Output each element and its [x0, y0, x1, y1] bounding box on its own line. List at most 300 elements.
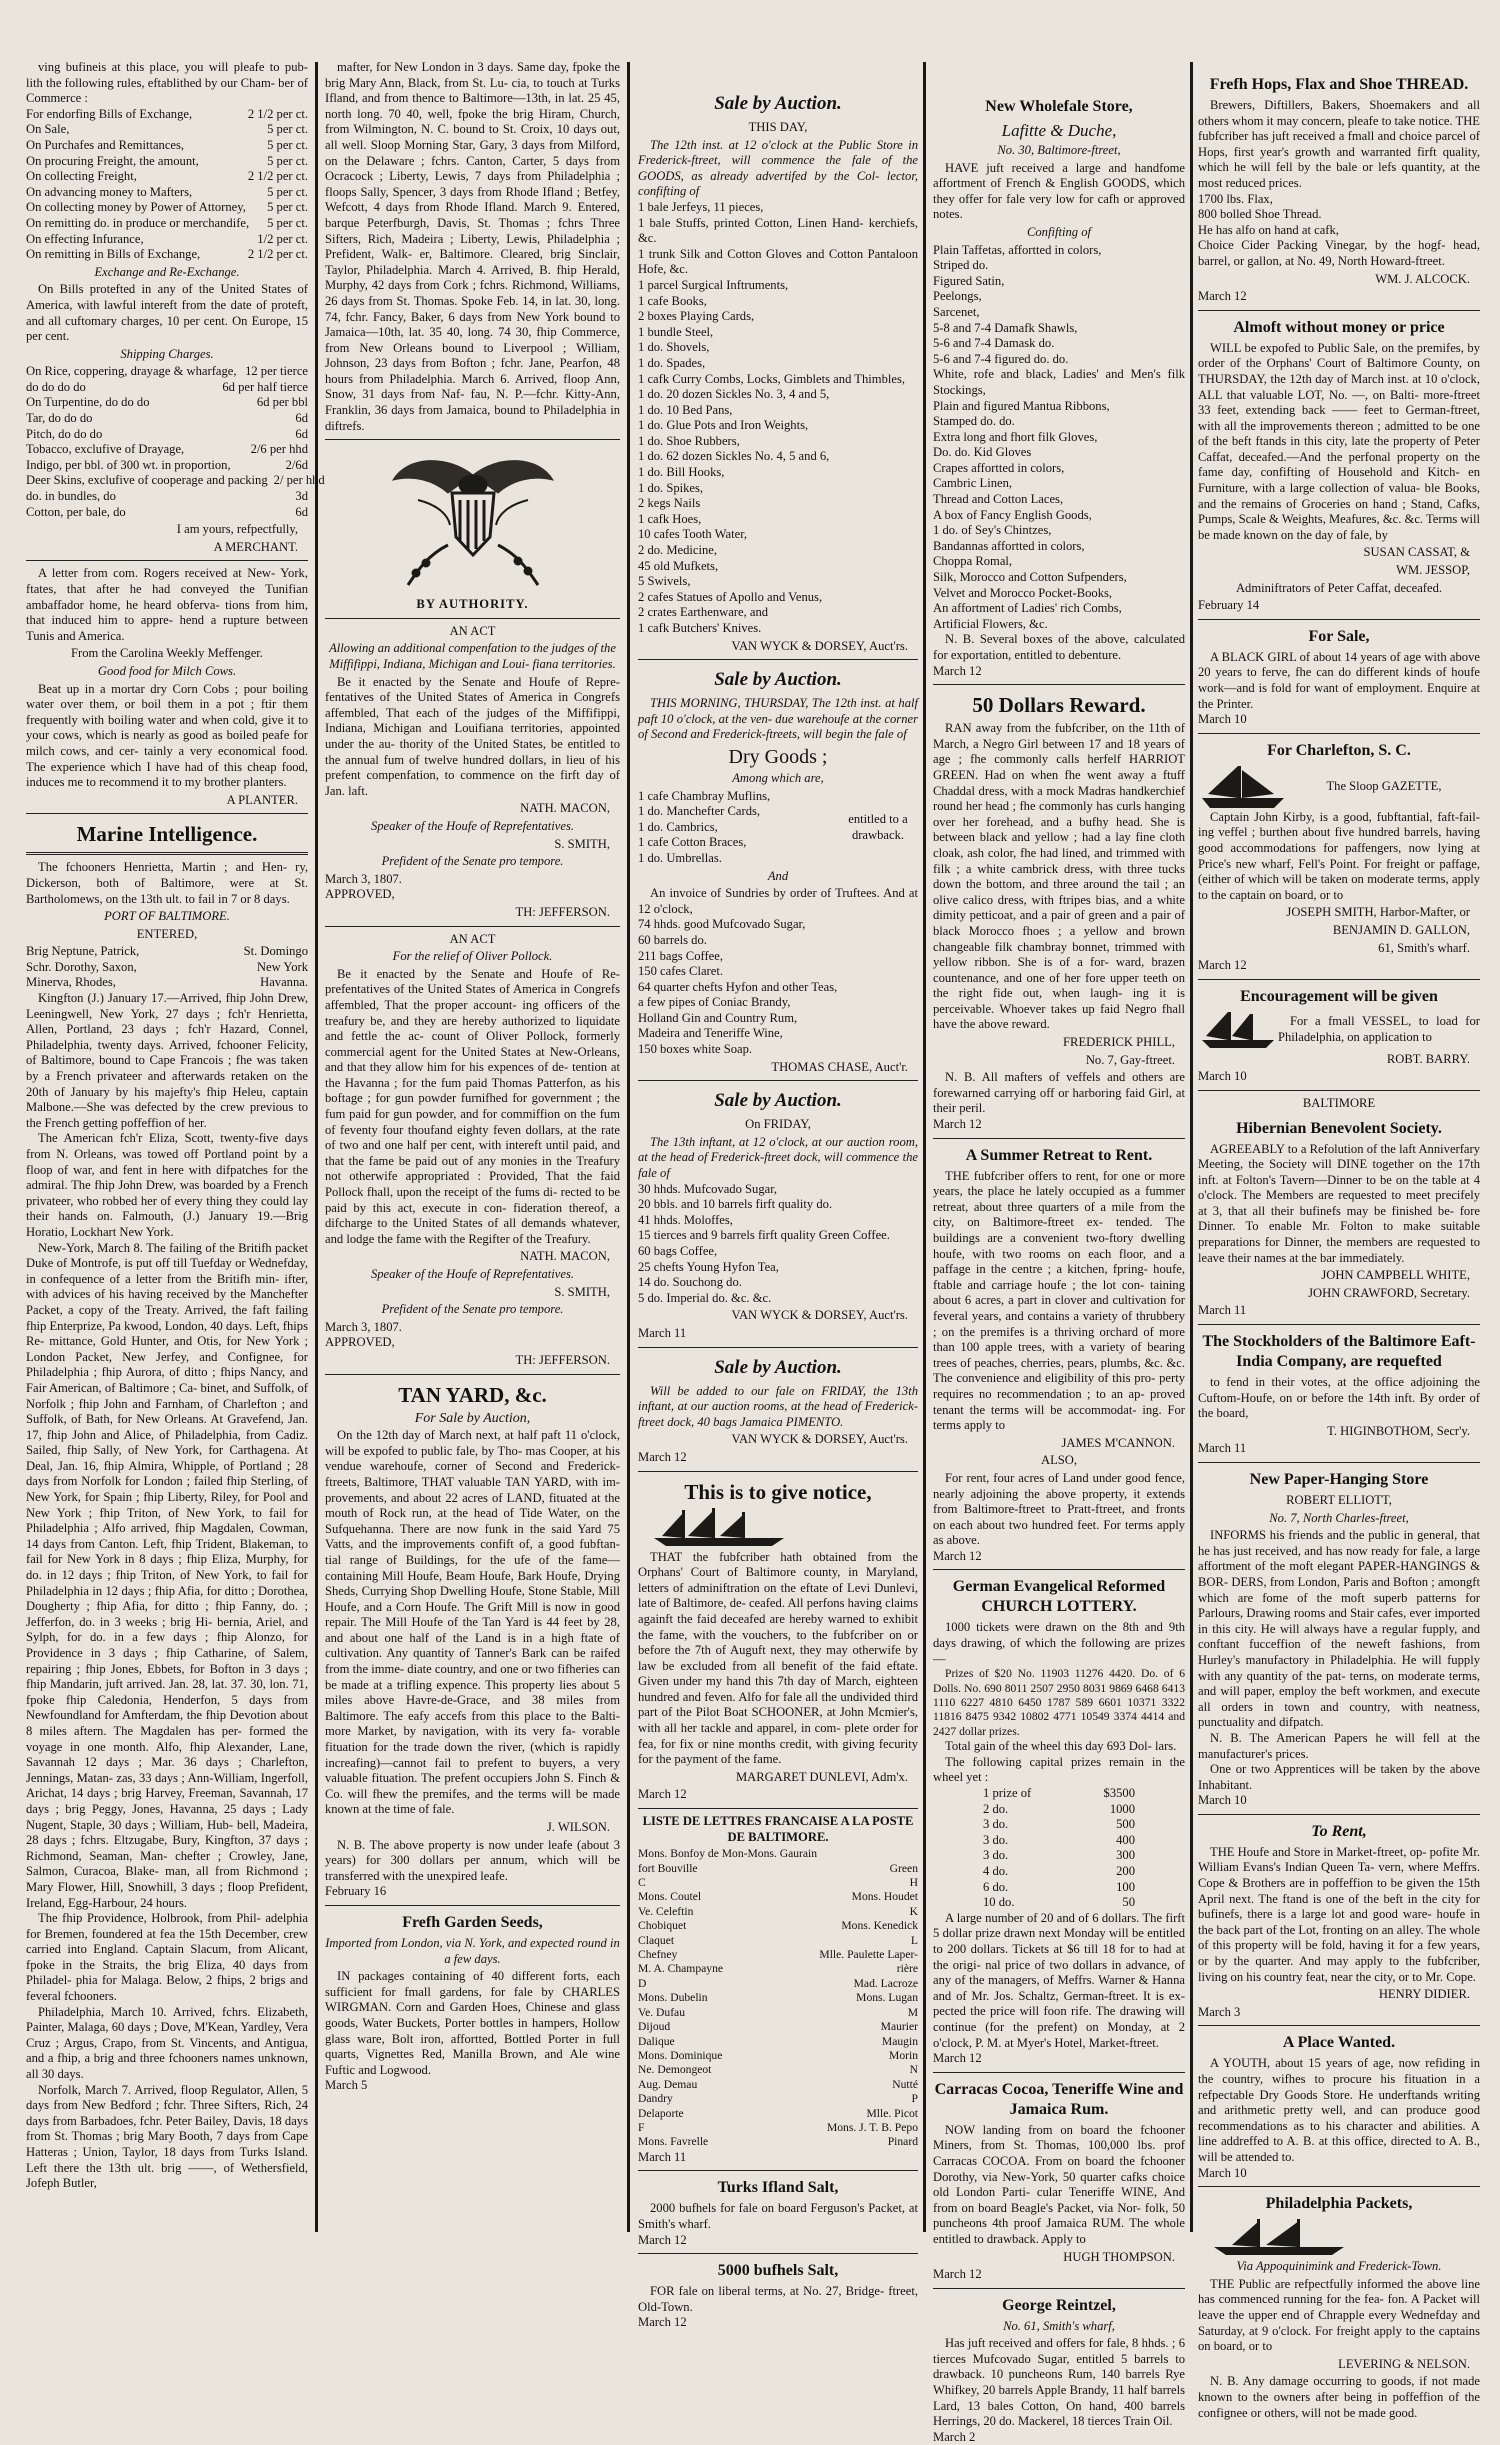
- letters-row-value: [912, 1847, 918, 1861]
- letters-row-value: H: [909, 1876, 918, 1890]
- letters-row: [638, 1991, 918, 2005]
- letters-row-label: Delaporte: [638, 2106, 684, 2120]
- commission-row-label: On remitting in Bills of Exchange,: [26, 247, 201, 262]
- auction3-item: 20 bbls. and 10 barrels firft quality do.: [638, 1197, 833, 1212]
- shipping-row: [26, 442, 308, 458]
- separator: [1198, 2025, 1480, 2026]
- shipping-row: [26, 380, 308, 396]
- lottery-prize-label: 3 do.: [983, 1848, 1009, 1863]
- lottery-prize-label: 6 do.: [983, 1879, 1009, 1894]
- letters-row-label: D: [638, 1976, 647, 1990]
- shipping-row-value: 6d per half tierce: [222, 379, 308, 394]
- letters-row-label: Ve. Celeftin: [638, 1904, 694, 1918]
- shipping-row-value: 3d: [295, 489, 308, 504]
- letters-row-value: Pinard: [887, 2135, 918, 2149]
- reward-date: March 12: [933, 1117, 982, 1132]
- turks-text: 2000 bufhels for fale on board Ferguson's Packet, at Smith's wharf.: [638, 2201, 918, 2231]
- lottery-prize: [983, 1848, 1135, 1864]
- shipping-row-value: 6d: [295, 411, 308, 426]
- auction3-items: [638, 1182, 918, 1307]
- paper-date: March 10: [1198, 1793, 1247, 1808]
- entered-row: [26, 944, 308, 960]
- lottery-prize: [983, 1864, 1135, 1880]
- separator: [1198, 979, 1480, 980]
- letters-row-label: Mons. Dominique: [638, 2048, 723, 2062]
- seeds-heading: Frefh Garden Seeds,: [402, 1913, 543, 1931]
- forsale-text: A BLACK GIRL of about 14 years of age with above 20 years to ferve, fhe can do different kinds of houfe work—and is fold for want of employment. Enquire at the Printer.: [1198, 649, 1480, 711]
- shipping-row-label: Tar, do do do: [26, 411, 93, 426]
- commission-row-label: On Sale,: [26, 122, 70, 137]
- commission-row-label: On Purchafes and Remittances,: [26, 137, 185, 152]
- auction3-item: 14 do. Souchong do.: [638, 1275, 742, 1290]
- letters-row: [638, 1862, 918, 1876]
- letters-row: [638, 2135, 918, 2149]
- place-text: A YOUTH, about 15 years of age, now refiding in the country, wifhes to procure his fituation in a refpectable Dry Goods Store. He underftands writing and arithmetic pretty well, and can produce good recommendations as to his character and abilities. A line addreffed to A. B. at this office, directed to A. B., will be attended to.: [1198, 2056, 1480, 2164]
- auction1-item: 1 do. Glue Pots and Iron Weights,: [638, 418, 809, 433]
- letters-row-label: Dandry: [638, 2092, 673, 2106]
- letters-row: [638, 1876, 918, 1890]
- stock-heading: The Stockholders of the Baltimore Eaft-India Company, are requefted: [1202, 1333, 1476, 1371]
- ship-icon: [1198, 1010, 1278, 1050]
- commission-table: [26, 107, 308, 263]
- store-note: N. B. Several boxes of the above, calculated for exportation, entitled to debenture.: [933, 632, 1185, 662]
- letters-row-value: Maugin: [881, 2034, 918, 2048]
- act2-president-senate: S. SMITH,: [554, 1284, 610, 1299]
- separator: [1198, 619, 1480, 620]
- letters-row-label: Aug. Demau: [638, 2077, 698, 2091]
- marine-heading: Marine Intelligence.: [76, 822, 258, 847]
- authority-heading: BY AUTHORITY.: [416, 597, 529, 612]
- reward-address: No. 7, Gay-ftreet.: [1085, 1052, 1175, 1067]
- reward-note: N. B. All mafters of veffels and others are forewarned carrying off or harboring faid Girl, at their peril.: [933, 1070, 1185, 1116]
- seeds-date: March 5: [325, 2078, 368, 2093]
- letters-row-label: M. A. Champayne: [638, 1962, 724, 1976]
- act2-president: TH: JEFFERSON.: [515, 1352, 610, 1367]
- auction2-drawback: entitled to a drawback.: [848, 811, 908, 842]
- auction1-when: THIS DAY,: [748, 120, 808, 134]
- act1-president-senate-title: Prefident of the Senate pro tempore.: [381, 854, 564, 869]
- commission-row-label: For endorfing Bills of Exchange,: [26, 106, 193, 121]
- ship-icon: [644, 1508, 794, 1548]
- separator: [638, 2253, 918, 2254]
- auction1-item: 1 cafk Curry Combs, Locks, Gimblets and Thimbles,: [638, 371, 906, 386]
- lottery-prize: [983, 1895, 1135, 1911]
- auction2-items: [638, 789, 838, 867]
- auction2-item: 150 boxes white Soap.: [638, 1042, 753, 1057]
- shipping-row-value: 2/6d: [285, 457, 308, 472]
- letters-row-label: F: [638, 2120, 645, 2134]
- separator: [1198, 1090, 1480, 1091]
- letters-row-value: P: [911, 2092, 918, 2106]
- marine-intro: The fchooners Henrietta, Martin ; and Hen- ry, Dickerson, both of Baltimore, were at St. Bartholomews, on the 13th ult. to fail in 7 or 8 days.: [26, 860, 308, 906]
- letters-row-label: Chobiquet: [638, 1919, 687, 1933]
- commission-row-label: On effecting Infurance,: [26, 231, 144, 246]
- shipping-row-value: 2/ per hhd: [273, 473, 325, 488]
- act1-approved: APPROVED,: [325, 887, 395, 902]
- letters-row-label: Mons. Favrelle: [638, 2135, 709, 2149]
- shipping-row-label: do do do do: [26, 379, 86, 394]
- store-date: March 12: [933, 663, 982, 678]
- lottery-prize-value: 50: [1122, 1895, 1135, 1910]
- auction3-item: 30 hhds. Mufcovado Sugar,: [638, 1181, 778, 1196]
- paper-note: N. B. The American Papers he will fell at the manufacturer's prices.: [1198, 1730, 1480, 1761]
- reward-text: RAN away from the fubfcriber, on the 11th of March, a Negro Girl between 17 and 18 years of age ; fhe commonly calls herfelf HARRIOT GREEN. Had on when fhe went away a ftuff Chaddal dress, with a mock Madras handkerchief round her head ; fhe commonly has curls hanging over her forehead, and a bufhy head. She is between black and yellow ; had a lay fine cloth cloak, ash color, fhe had lined, and trimmed with filk ; a white cambrick dress, with three tucks down the bottom, and three around the tail ; an olive calico dress, with ftripes bias, and a white dimity petticoat, and a pair of green and a pair of black Morocco fhoes ; a yellow and brown changeable filk chambray bonnet, trimmed with yellow ribbon. She is of a for- ward, brazen countenance, and one of her fore upper teeth on the right fide out, when laugh- ing it is perceivable. Whoever takes up faid Negro fhall have the above reward.: [933, 721, 1185, 1032]
- lottery-prize: [983, 1786, 1135, 1802]
- letters-row-label: Dijoud: [638, 2020, 671, 2034]
- shipping-row: [26, 458, 308, 474]
- letters-row: [638, 2006, 918, 2020]
- store-item: Do. do. Kid Gloves: [933, 445, 1032, 460]
- lottery-prize: [983, 1880, 1135, 1896]
- hops-line: He has alfo on hand at cafk,: [1198, 222, 1339, 237]
- auction4-heading: Sale by Auction.: [714, 1356, 842, 1378]
- auction1-item: 1 do. Spades,: [638, 355, 706, 370]
- act2-subtitle: For the relief of Oliver Pollock.: [392, 949, 553, 964]
- store-intro: HAVE juft received a large and handfome affortment of French & English GOODS, which they offer for fale very low for cafh or approved notes.: [933, 160, 1185, 222]
- auction1-item: 1 do. 10 Bed Pans,: [638, 402, 733, 417]
- hops-heading: Frefh Hops, Flax and Shoe THREAD.: [1209, 76, 1469, 93]
- auction1-item: 1 bundle Steel,: [638, 324, 714, 339]
- auction4-text: Will be added to our fale on FRIDAY, the 13th inftant, at our auction rooms, at the head of Frederick-ftreet dock, 40 bags Jamaica PIMENTO.: [638, 1383, 918, 1429]
- lottery-prize-value: 100: [1116, 1879, 1135, 1894]
- store-item: 5-6 and 7-4 Damask do.: [933, 336, 1055, 351]
- encourage-date: March 10: [1198, 1069, 1247, 1084]
- lottery-prize-label: 2 do.: [983, 1801, 1009, 1816]
- store-item: Extra long and fhort filk Gloves,: [933, 429, 1098, 444]
- letters-row: [638, 1948, 918, 1962]
- store-item: 1 do. of Sey's Chintzes,: [933, 523, 1052, 538]
- port-heading: PORT OF BALTIMORE.: [104, 909, 230, 924]
- retreat-signature: JAMES M'CANNON.: [1061, 1435, 1175, 1450]
- notice-heading: This is to give notice,: [684, 1479, 872, 1504]
- forsale-date: March 10: [1198, 712, 1247, 727]
- auction1-item: 1 do. Spikes,: [638, 480, 704, 495]
- commission-row-label: On advancing money to Mafters,: [26, 184, 193, 199]
- separator: [26, 813, 308, 814]
- hops-date: March 12: [1198, 289, 1247, 304]
- shipping-row: [26, 489, 308, 505]
- place-date: March 10: [1198, 2165, 1247, 2180]
- separator: [638, 1347, 918, 1348]
- paper-address: No. 7, North Charles-ftreet,: [1269, 1510, 1409, 1525]
- shipping-row: [26, 505, 308, 521]
- auction2-item: a few pipes of Coniac Brandy,: [638, 995, 791, 1010]
- auction3-item: 15 tierces and 9 barrels firft quality Green Coffee.: [638, 1228, 890, 1243]
- kingston-news: Kingfton (J.) January 17.—Arrived, fhip John Drew, Leeningwell, New York, 27 days ; fch'r Henrietta, Allen, Portland, 23 days ; fch'r Hazard, Connel, Philadelphia, twenty days. Arrived, fchooner Felicity, of Baltimore, bound to Cape Francois ; fhe was taken by a French privateer and afterwards retaken on the 20th of January by his majefty's fhip Heleu, captain Malbone.—She was defected by the crew previous to the French getting poffeffion of her.: [26, 991, 308, 1130]
- exchange-heading: Exchange and Re-Exchange.: [94, 264, 240, 279]
- auction3-item: 41 hhds. Moloffes,: [638, 1212, 733, 1227]
- auction1-item: 5 Swivels,: [638, 574, 691, 589]
- separator: [933, 1569, 1185, 1570]
- lottery-prize-value: 200: [1116, 1864, 1135, 1879]
- letters-date: March 11: [638, 2149, 687, 2164]
- separator: [325, 1374, 620, 1375]
- entered-row-label: Minerva, Rhodes,: [26, 975, 116, 990]
- letters-row: [638, 2035, 918, 2049]
- hibernian-text: AGREEABLY to a Refolution of the laft Anniverfary Meeting, the Society will DINE together on the 17th inft. at Folton's Tavern—Dinner to be on the table at 4 o'clock. The Members are requested to meet precifely at 3, that all their bufinefs may be finished be- fore Dinner. To enable Mr. Folton to make suitable preparations for Dinner, the members are requested to leave their names at the bar immediately.: [1198, 1141, 1480, 1265]
- auction3-intro: The 13th inftant, at 12 o'clock, at our auction room, at the head of Frederick-ftreet dock, will commence the fale of: [638, 1134, 918, 1181]
- store-item: Choppa Romal,: [933, 554, 1013, 569]
- letters-row-label: Mons. Bonfoy de Mon-Mons. Gaurain: [638, 1847, 818, 1861]
- separator: [1198, 1462, 1480, 1463]
- store-item: Figured Satin,: [933, 273, 1005, 288]
- act1-speaker-title: Speaker of the Houfe of Reprefentatives.: [370, 818, 575, 833]
- rent-date: March 3: [1198, 2004, 1241, 2019]
- lottery-prize-label: 4 do.: [983, 1864, 1009, 1879]
- rent-text: THE Houfe and Store in Market-ftreet, op- pofite Mr. William Evans's Indian Queen Ta- vern, where Meffrs. Cope & Brothers are in poffeffion to be given the 15th April next. The ftand is one of the beft in the city for bufinefs, there is a large lot and good ware- houfe in the back part of the Lot, fronting on an alley. The whole of this property will be fold, having it for a few years, or by the quarter. And may apply to the fubfcriber, living on his country feat, near the city, or to Mr. Cope.: [1198, 1844, 1480, 1984]
- commission-row: [26, 138, 308, 154]
- separator: [638, 1471, 918, 1472]
- auction1-item: 1 cafk Butchers' Knives.: [638, 621, 762, 635]
- store-item: An affortment of Ladies' rich Combs,: [933, 601, 1122, 616]
- store-item: Plain Taffetas, affortted in colors,: [933, 242, 1102, 257]
- separator: [26, 852, 308, 855]
- charleston-signature-2: BENJAMIN D. GALLON,: [1332, 922, 1470, 937]
- lottery-prize: [983, 1802, 1135, 1818]
- auction2-heading: Sale by Auction.: [714, 669, 842, 691]
- lottery-prizes: [933, 1786, 1185, 1911]
- turks-heading: Turks Ifland Salt,: [717, 2179, 839, 2197]
- tanyard-signature: J. WILSON.: [546, 1820, 610, 1834]
- lottery-date: March 12: [933, 2051, 982, 2066]
- store-item: White, rofe and black, Ladies' and Men's filk Stockings,: [933, 367, 1185, 397]
- separator: [1198, 1324, 1480, 1325]
- notice-signature: MARGARET DUNLEVI, Adm'x.: [735, 1769, 908, 1784]
- auction2-item: 150 cafes Claret.: [638, 964, 723, 979]
- packets-signature: LEVERING & NELSON.: [1338, 2356, 1470, 2371]
- entered-row-label: Schr. Dorothy, Saxon,: [26, 959, 137, 974]
- auction2-item: 1 do. Manchefter Cards,: [638, 804, 761, 819]
- retreat-heading: A Summer Retreat to Rent.: [965, 1146, 1153, 1164]
- auction1-item: 2 crates Earthenware, and: [638, 605, 769, 620]
- shipping-row-label: Indigo, per bbl. of 300 wt. in proportion,: [26, 457, 231, 472]
- stock-date: March 11: [1198, 1441, 1247, 1456]
- lottery-prize-label: 3 do.: [983, 1817, 1009, 1832]
- shipping-row-label: On Turpentine, do do do: [26, 395, 150, 410]
- packets-subheading: Via Appoquinimink and Frederick-Town.: [1236, 2259, 1442, 2274]
- act1-title: AN ACT: [449, 623, 496, 638]
- letters-table: [638, 1847, 918, 2150]
- shipping-row-label: Cotton, per bale, do: [26, 504, 126, 519]
- separator: [26, 560, 308, 561]
- closing: I am yours, refpectfully,: [176, 522, 298, 537]
- letters-row: [638, 1905, 918, 1919]
- auction1-item: 1 bale Jerfeys, 11 pieces,: [638, 199, 764, 214]
- paper-name: ROBERT ELLIOTT,: [1286, 1493, 1392, 1507]
- lottery-prize-value: $3500: [1103, 1786, 1135, 1801]
- commission-row: [26, 185, 308, 201]
- store-items: [933, 243, 1185, 633]
- commission-row-value: 2 1/2 per ct.: [247, 169, 308, 184]
- commission-row-label: On collecting money by Power of Attorney,: [26, 200, 246, 215]
- act2-text: Be it enacted by the Senate and Houfe of Re- prefentatives of the United States of America in Congrefs affembled, That the proper account- ing officers of the treafury be, and they are hereby authorized to liquidate and fettle the ac- count of Oliver Pollock, formerly commercial agent for the United States at New-Orleans, and that they allow him for his expences of de- tention at the Havanna ; for the fum paid Thomas Patterfon, as his boftage ; for gun powder furnifhed for government ; the fum paid for gun powder, and for commiffion on the fum of feventy four thoufand eighty feven dollars, at the rate of two and one half per cent, with intereft until paid, and that the fame be paid out of any monies in the Treafury not otherwife appropriated : Provided, That the faid Pollock fhall, upon the receipt of the fums di- rected to be paid by this act, execute in con- fideration thereof, a difcharge to the United States of all demands whatever, and lodge the fame with the Regifter of the Treafury.: [325, 966, 620, 1246]
- act2-speaker-title: Speaker of the Houfe of Reprefentatives.: [370, 1267, 575, 1281]
- auction2-among: Among which are,: [732, 770, 824, 785]
- shipping-row-label: do. in bundles, do: [26, 489, 116, 504]
- auction1-item: 1 do. 20 dozen Sickles No. 3, 4 and 5,: [638, 387, 830, 402]
- notice-date: March 12: [638, 1787, 687, 1802]
- commission-row-value: 5 per ct.: [267, 184, 308, 199]
- commission-row: [26, 247, 308, 263]
- commission-row: [26, 200, 308, 216]
- charleston-text: Captain John Kirby, is a good, fubftantial, faft-fail- ing veffel ; burthen about five hundred barrels, having good accommodations for paffengers, now lying at Price's new wharf, Fell's Point. For freight or paffage, (either of which will be taken on moderate terms, apply to the captain on board, or to: [1198, 809, 1480, 902]
- separator: [638, 659, 918, 660]
- tanyard-note: N. B. The above property is now under leafe (about 3 years) for 300 dollars per annum, which will be transferred with the unexpired leafe.: [325, 1837, 620, 1883]
- place-heading: A Place Wanted.: [1282, 2034, 1396, 2052]
- letters-row-value: Mlle. Paulette Laper-: [819, 1948, 918, 1962]
- shipping-news-continued: mafter, for New London in 3 days. Same day, fpoke the brig Mary Ann, Black, from St. Lu- cia, to touch at Turks Ifland, and from thence to Baltimore—13th, in lat. 25 45, north long. 70 40, well, fpoke the brig Hiram, Church, from Wilmington, N. C. bound to St. Croix, 10 days out, all well. Sloop Morning Star, Gary, 3 days from Milford, on the Delaware ; fchrs. Canton, Carter, 5 days from Ocracock ; Liberty, Lewis, 7 days from Philadelphia ; floops Sally, Spencer, 3 days from Rhode Ifland ; Betfey, Wefcott, 4 days from Rhode Ifland. March 9. Entered, barque Peterfburgh, Davis, St. Thomas ; fchrs Three Sifters, Rich, Madeira ; Liberty, Lewis, Philadelphia ; Prefident, Walk- er, Baltimore. Cleared, brig Sinclair, Taylor, Philadelphia. March 4. Arrived, B. fhip Herald, Murphy, 42 days from Cork ; fchrs. Richmond, Williams, 26 days from St. Thomas. Spoke Feb. 14, in lat. 30, long. 74, fchr. Fancy, Baker, 6 days from New York bound to Jamaica—10th, lat. 35 40, long. 74 30, fhip Commerce, from New Orleans bound to Liverpool ; William, Johnson, 23 days from Bofton ; fchr. Jane, Pearfon, 48 hours from Philadelphia. March 6. Arrived, floop Ann, Snow, 31 days from Naf- fau, N. P.—fchr. Kitty-Ann, Franklin, 36 days from Jamaica, bound to Philadelphia in diftrefs.: [325, 60, 620, 433]
- retreat-also-text: For rent, four acres of Land under good fence, nearly adjoining the above property, it extends from Baltimore-ftreet to Pratt-ftreet, and fronts on each about two hundred feet. For terms apply as above.: [933, 1470, 1185, 1548]
- letters-row: [638, 2078, 918, 2092]
- commission-row: [26, 232, 308, 248]
- store-heading: New Wholefale Store,: [985, 98, 1133, 115]
- commission-row-value: 5 per ct.: [267, 153, 308, 168]
- auction1-item: 1 do. 62 dozen Sickles No. 4, 5 and 6,: [638, 449, 830, 464]
- letters-row-value: Green: [889, 1861, 918, 1875]
- packets-text: THE Public are refpectfully informed the above line has commenced running for the fea- fon. A Packet will leave the upper end of Chrapple every Wednefday and Saturday, at 9 o'clock. For freight apply to the captains on board, or to: [1198, 2276, 1480, 2354]
- letters-row: [638, 2092, 918, 2106]
- lottery-prize-value: 300: [1116, 1848, 1135, 1863]
- auction1-heading: Sale by Auction.: [714, 93, 842, 114]
- eagle-emblem-icon: [388, 445, 558, 595]
- lottery-prize-value: 400: [1116, 1832, 1135, 1847]
- forsale-heading: For Sale,: [1308, 627, 1370, 645]
- store-item: Velvet and Morocco Pocket-Books,: [933, 585, 1113, 600]
- separator: [933, 1138, 1185, 1139]
- store-consisting: Confifting of: [1026, 224, 1092, 239]
- shipping-row-value: 6d: [295, 504, 308, 519]
- store-item: Stamped do. do.: [933, 414, 1015, 429]
- letters-row-value: Mons. Houdet: [851, 1890, 918, 1904]
- commission-row: [26, 154, 308, 170]
- letters-row: [638, 1919, 918, 1933]
- act1-date: March 3, 1807.: [325, 871, 402, 886]
- retreat-date: March 12: [933, 1548, 982, 1563]
- lottery-tail: A large number of 20 and of 6 dollars. The firft 5 dollar prize drawn next Monday will be entitled to 200 dollars. Tickets at $6 till 18 for to had at the origi- nal price of two dollars in advance, of any of the managers, of Meffrs. Warner & Hanna and of Mr. Jos. Schaltz, German-ftreet. It is ex- pected the price will foon rife. The drawing will continue (for the prefent) on Monday, at 2 o'clock, P. M. at Myer's Hotel, Market-ftreet.: [933, 1910, 1185, 2050]
- tunis-news: A letter from com. Rogers received at New- York, ftates, that after he had conveyed the Tunifian ambaffador home, he heard obferva- tions from him, that induced him to appre- hend a rupture between Tunis and America.: [26, 566, 308, 643]
- commission-row-label: On collecting Freight,: [26, 169, 137, 184]
- auction3-date: March 11: [638, 1325, 687, 1340]
- hops-line: Choice Cider Packing Vinegar, by the hogf- head, barrel, or gallon, at No. 49, North Howard-ftreet.: [1198, 238, 1480, 268]
- entered-heading: ENTERED,: [136, 926, 198, 941]
- separator: [638, 2170, 918, 2171]
- auction1-intro: The 12th inst. at 12 o'clock at the Public Store in Frederick-ftreet, will commence the fale of the GOODS, as already advertifed by the Col- lector, confifting of: [638, 137, 918, 199]
- salt-date: March 12: [638, 2315, 687, 2330]
- auction2-goods: Dry Goods ;: [728, 745, 828, 768]
- encourage-heading: Encouragement will be given: [1240, 987, 1438, 1005]
- lottery-prize-value: 1000: [1109, 1801, 1135, 1816]
- act1-subtitle: Allowing an additional compenfation to the judges of the Miffifippi, Indiana, Michigan and Loui- fiana territories.: [329, 641, 616, 672]
- entered-row-value: New York: [256, 959, 308, 974]
- charleston-news: The American fch'r Eliza, Scott, twenty-five days from N. Orleans, was towed off Portland point by a floop of war, and fent in here with difpatches for the admiral. The fhip John Drew, was boarded by a French privateer, who robbed her of every thing they could lay their hands on. Falmouth, (J.) January 19.—Brig Horatio, Lockhart New York.: [26, 1131, 308, 1239]
- store-item: Sarcenet,: [933, 304, 980, 319]
- auction4-date: March 12: [638, 1449, 687, 1464]
- column-3: [638, 84, 918, 2330]
- auction1-item: 1 do. Bill Hooks,: [638, 465, 725, 480]
- shipping-row: [26, 395, 308, 411]
- hibernian-signature-1: JOHN CAMPBELL WHITE,: [1321, 1268, 1470, 1283]
- separator: [933, 684, 1185, 685]
- charleston-ship: The Sloop GAZETTE,: [1326, 778, 1442, 793]
- column-1: [26, 60, 325, 2236]
- auction2-invoice: An invoice of Sundries by order of Truftees. And at 12 o'clock,: [638, 886, 918, 916]
- auction1-item: 1 parcel Surgical Inftruments,: [638, 277, 789, 292]
- column-rule: [1190, 62, 1193, 2232]
- act2-approved: APPROVED,: [325, 1335, 395, 1350]
- letters-row-value: Mons. Kenedick: [841, 1919, 918, 1933]
- lottery-prize-label: 3 do.: [983, 1832, 1009, 1847]
- auction1-item: 10 cafes Tooth Water,: [638, 527, 748, 542]
- letters-row: [638, 1962, 918, 1976]
- paper-text: INFORMS his friends and the public in general, that he has just received, and has now ready for fale, a large affortment of the moft elegant PAPER-HANGINGS & BOR- DERS, from London, Paris and Bofton ; amongft which are fome of the moft superb patterns for Parlours, Drawing rooms and Stair cafes, ever imported in this city. He will always have a regular fupply, and conftant fucceffion of the neweft fashions, from Hurley's manufactory in Philadelphia. He will fupply with any quantity of the pat- terns, on moderate terms, and will paper, employ the beft workmen, and execute all orders in town and country, with neatness, punctuality and difpatch.: [1198, 1528, 1480, 1730]
- bremen-news: The fhip Providence, Holbrook, from Phil- adelphia for Bremen, foundered at fea the 15th December, crew carried into England. Captain Slacum, from Alicant, fpoke in the Straits, the brig Eliza, 40 days from Philadel- phia for Malaga. Below, 2 fhips, 2 brigs and feveral fchooners.: [26, 1911, 308, 2004]
- reintzel-date: March 2: [933, 2429, 976, 2444]
- letters-row-label: Ne. Demongeot: [638, 2063, 712, 2077]
- notice-text: THAT the fubfcriber hath obtained from the Orphans' Court of Baltimore county, in Maryland, letters of adminiftration on the eftate of Levi Dunlevi, late of Baltimore, de- ceafed. All perfons having claims againft the faid deceafed are hereby warned to exhibit the fame, with the vouchers, to the fubfcriber on or before the 7th of Auguft next, they may otherwife by law be excluded from all benefit of the faid eftate. Given under my hand this 7th day of March, eighteen hundred and feven. Alfo for fale all the undivided third part of the Pilot Boat SCHOONER, at John Mcmier's, with all her tackle and apparel, in com- plete order for fea, for fix or nine months credit, with giving fecurity for the payment of the fame.: [638, 1549, 918, 1767]
- cocoa-signature: HUGH THOMPSON.: [1063, 2249, 1175, 2264]
- auction1-item: 2 do. Medicine,: [638, 543, 718, 558]
- auction1-item: 1 cafe Books,: [638, 293, 707, 308]
- column-5: [1198, 68, 1481, 2420]
- almost-heading: Almoft without money or price: [1233, 318, 1445, 336]
- commission-row-label: On procuring Freight, the amount,: [26, 153, 199, 168]
- commission-row-value: 5 per ct.: [267, 137, 308, 152]
- tanyard-heading: TAN YARD, &c.: [398, 1382, 547, 1407]
- act1-president: TH: JEFFERSON.: [515, 904, 610, 919]
- reintzel-text: Has juft received and offers for fale, 8 hhds. ; 6 tierces Mufcovado Sugar, entitled 5 barrels to drawback. 10 puncheons Rum, 140 barrels Rye Whifkey, 20 barrels Apple Brandy, 11 half barrels Lard, 13 bales Cotton, On hand, 400 barrels Herrings, 20 do. Mackerel, 18 tierces Train Oil.: [933, 2336, 1185, 2429]
- lottery-prize-value: 500: [1116, 1817, 1135, 1832]
- shipping-row-value: 6d: [295, 426, 308, 441]
- auction3-item: 60 bags Coffee,: [638, 1244, 718, 1258]
- store-item: 5-8 and 7-4 Damafk Shawls,: [933, 320, 1078, 335]
- store-item: Crapes affortted in colors,: [933, 460, 1065, 475]
- lottery-total: Total gain of the wheel this day 693 Dol- lars.: [945, 1739, 1177, 1754]
- separator: [1198, 1814, 1480, 1815]
- store-item: Silk, Morocco and Cotton Sufpenders,: [933, 570, 1127, 585]
- charleston-date: March 12: [1198, 958, 1247, 973]
- letters-heading: LISTE DE LETTRES FRANCAISE A LA POSTE DE BALTIMORE.: [642, 1814, 914, 1844]
- shipping-row: [26, 473, 325, 489]
- auction1-item: 2 cafes Statues of Apollo and Venus,: [638, 589, 823, 604]
- commission-row: [26, 107, 308, 123]
- separator: [638, 1080, 918, 1081]
- paper-note-2: One or two Apprentices will be taken by the above Inhabitant.: [1198, 1762, 1480, 1792]
- entered-row-value: St. Domingo: [243, 944, 308, 959]
- store-item: Cambric Linen,: [933, 476, 1013, 491]
- tanyard-date: February 16: [325, 1884, 387, 1899]
- letters-row-value: rière: [896, 1962, 918, 1976]
- reward-signature: FREDERICK PHILL,: [1063, 1035, 1175, 1050]
- exchange-text: On Bills protefted in any of the United States of America, with lawful intereft from the date of proteft, and all cuftomary charges, 10 per cent. On Europe, 15 per cent.: [26, 282, 308, 344]
- auction1-item: 1 trunk Silk and Cotton Gloves and Cotton Pantaloon Hofe, &c.: [638, 246, 918, 277]
- reintzel-heading: George Reintzel,: [1002, 2296, 1116, 2314]
- auction2-item: 1 cafe Cotton Braces,: [638, 835, 747, 850]
- column-rule: [315, 62, 318, 2232]
- paper-heading: New Paper-Hanging Store: [1249, 1471, 1429, 1488]
- lottery-text: 1000 tickets were drawn on the 8th and 9th days drawing, of which the following are prizes—: [933, 1620, 1185, 1666]
- letters-row-label: C: [638, 1876, 646, 1890]
- column-rule: [627, 62, 630, 2232]
- seeds-text: IN packages containing of 40 different forts, each sufficient for fmall gardens, for fale by CHARLES WIRGMAN. Corn and Garden Hoes, Chinese and glass goods, Water Buckets, Porter bottles in hampers, Hollow glass ware, Bolt iron, affortted, Bottled Porter in full quarts, Vignettes Red, Manilla Brown, and Ale wine Fuftic and Logwood.: [325, 1969, 620, 2077]
- letters-row: [638, 2063, 918, 2077]
- hops-signature: WM. J. ALCOCK.: [1375, 271, 1470, 286]
- letters-row-value: Mons. Lugan: [856, 1991, 918, 2005]
- packet-ship-icon: [1204, 2217, 1354, 2257]
- auction2-item: 64 quarter chefts Hyfon and other Teas,: [638, 979, 838, 994]
- act2-president-senate-title: Prefident of the Senate pro tempore.: [381, 1302, 564, 1317]
- separator: [638, 1808, 918, 1809]
- separator: [325, 439, 620, 440]
